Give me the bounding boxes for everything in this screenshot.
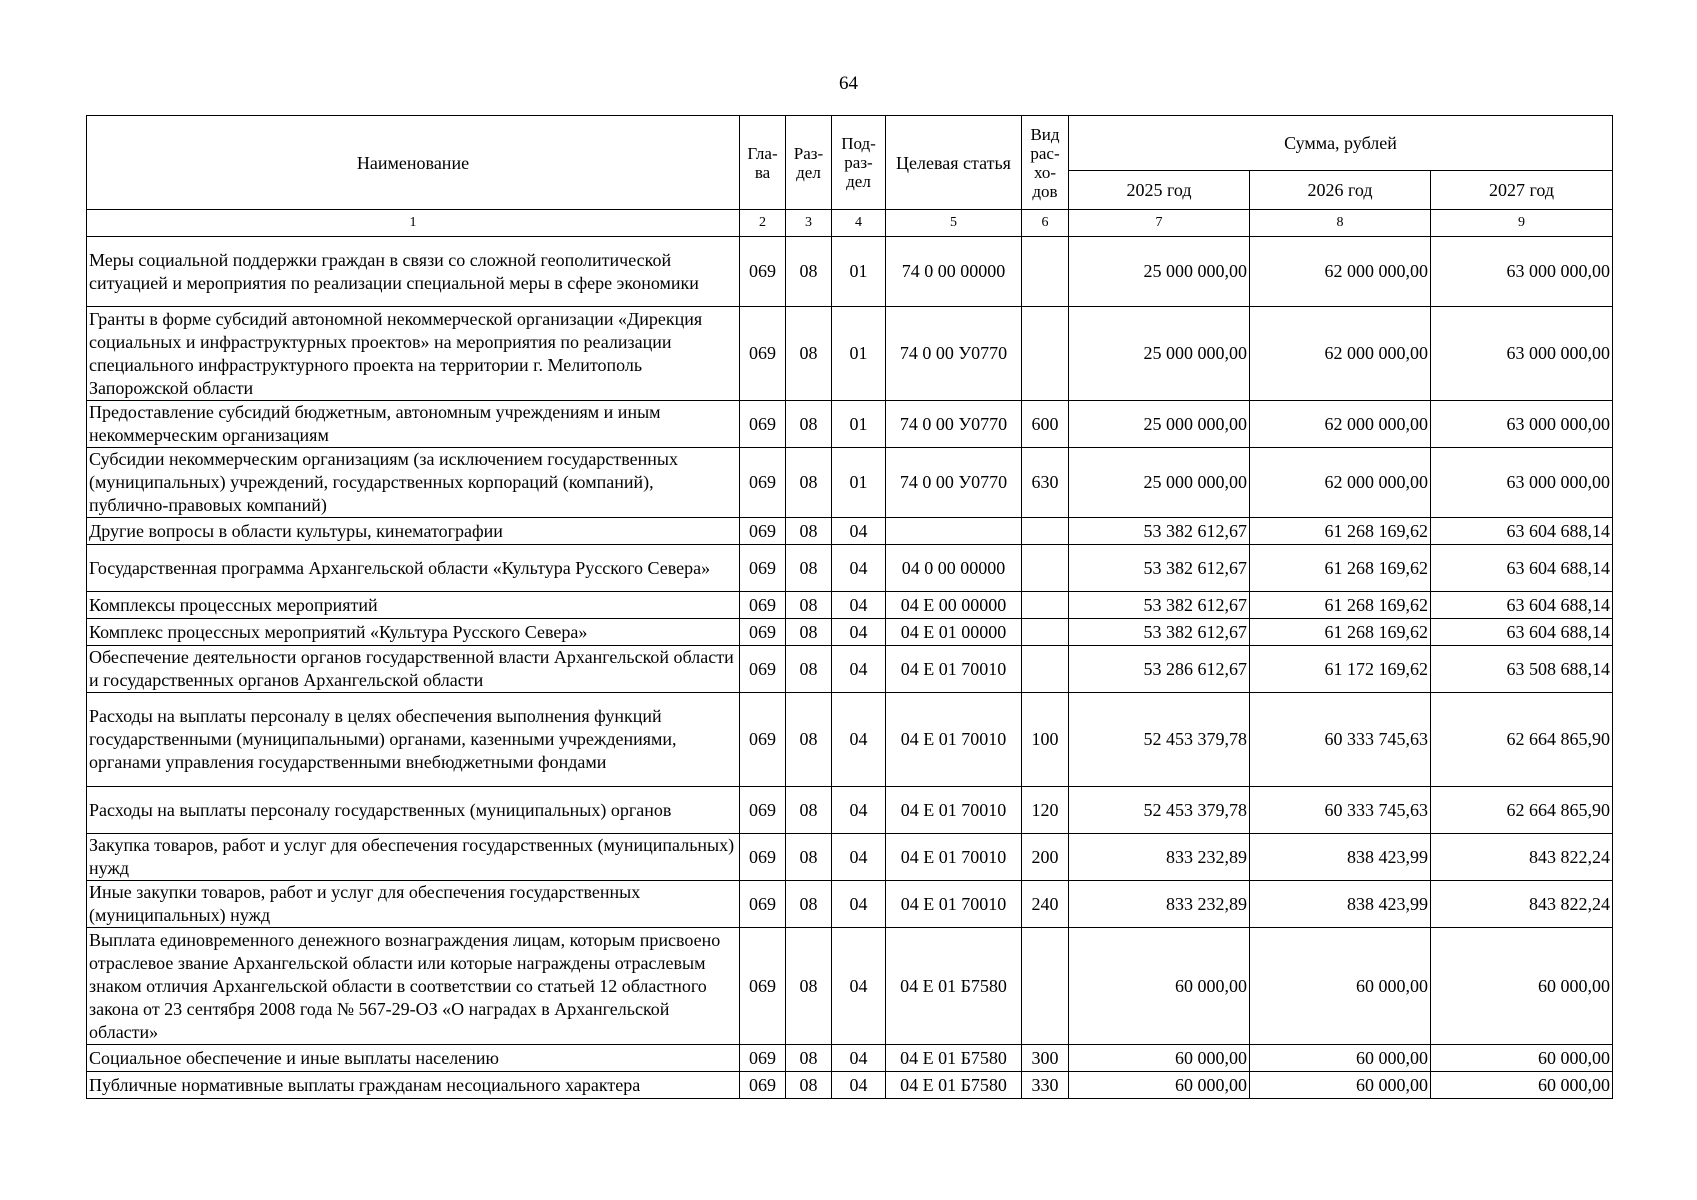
table-row [87,881,1613,928]
row-name: Закупка товаров, работ и услуг для обеспечения государственных (муниципальных) нужд [87,834,740,881]
row-sum-2027: 63 604 688,14 [1431,545,1613,592]
row-razdel: 08 [786,307,832,401]
row-name: Гранты в форме субсидий автономной некоммерческой организации «Дирекция социальных и инфраструктурных проектов» на мероприятия по реализации специального инфраструктурного проекта на территории г. Мелитополь Запорожской области [87,307,740,401]
table-row [87,1072,1613,1099]
col-header-2027: 2027 год [1431,171,1613,210]
row-expense-type [1022,237,1069,307]
row-name: Субсидии некоммерческим организациям (за исключением государственных (муниципальных) учреждений, государственных корпораций (компаний), публично-правовых компаний) [87,448,740,518]
row-podrazdel: 04 [832,646,886,693]
table-row [87,592,1613,619]
row-name: Обеспечение деятельности органов государственной власти Архангельской области и государственных органов Архангельской области [87,646,740,693]
row-razdel: 08 [786,518,832,545]
col-header-glava: Гла-ва [740,116,786,210]
row-razdel: 08 [786,1045,832,1072]
row-sum-2026: 62 000 000,00 [1250,307,1431,401]
col-header-2026: 2026 год [1250,171,1431,210]
row-razdel: 08 [786,1072,832,1099]
table-row [87,448,1613,518]
row-name: Другие вопросы в области культуры, кинематографии [87,518,740,545]
row-glava: 069 [740,401,786,448]
row-target-article: 04 Е 00 00000 [886,592,1022,619]
row-razdel: 08 [786,834,832,881]
row-podrazdel: 01 [832,448,886,518]
row-sum-2027: 60 000,00 [1431,1045,1613,1072]
row-expense-type [1022,307,1069,401]
col-number: 8 [1250,210,1431,237]
row-glava: 069 [740,592,786,619]
row-glava: 069 [740,1045,786,1072]
row-expense-type [1022,518,1069,545]
header-row [87,116,1613,171]
row-sum-2025: 60 000,00 [1069,928,1250,1045]
row-podrazdel: 01 [832,307,886,401]
row-glava: 069 [740,545,786,592]
budget-table [86,115,1613,1099]
row-podrazdel: 04 [832,592,886,619]
row-podrazdel: 04 [832,1072,886,1099]
row-sum-2027: 63 604 688,14 [1431,619,1613,646]
row-glava: 069 [740,693,786,787]
row-glava: 069 [740,928,786,1045]
row-podrazdel: 04 [832,545,886,592]
row-target-article: 74 0 00 У0770 [886,448,1022,518]
table-row [87,928,1613,1045]
row-sum-2027: 843 822,24 [1431,834,1613,881]
col-number: 4 [832,210,886,237]
row-target-article: 04 Е 01 70010 [886,881,1022,928]
table-row [87,237,1613,307]
row-sum-2026: 62 000 000,00 [1250,401,1431,448]
row-sum-2025: 52 453 379,78 [1069,693,1250,787]
row-sum-2027: 60 000,00 [1431,928,1613,1045]
row-sum-2027: 843 822,24 [1431,881,1613,928]
row-sum-2027: 62 664 865,90 [1431,787,1613,834]
row-expense-type [1022,545,1069,592]
row-sum-2025: 52 453 379,78 [1069,787,1250,834]
row-glava: 069 [740,237,786,307]
row-podrazdel: 01 [832,401,886,448]
row-expense-type: 330 [1022,1072,1069,1099]
row-sum-2025: 60 000,00 [1069,1045,1250,1072]
row-razdel: 08 [786,592,832,619]
row-sum-2027: 63 604 688,14 [1431,592,1613,619]
row-target-article: 04 0 00 00000 [886,545,1022,592]
row-sum-2026: 61 268 169,62 [1250,545,1431,592]
row-sum-2027: 63 000 000,00 [1431,307,1613,401]
row-expense-type: 630 [1022,448,1069,518]
row-sum-2026: 61 172 169,62 [1250,646,1431,693]
table-row [87,646,1613,693]
row-sum-2025: 53 382 612,67 [1069,545,1250,592]
row-expense-type: 240 [1022,881,1069,928]
col-number: 3 [786,210,832,237]
row-sum-2025: 60 000,00 [1069,1072,1250,1099]
row-target-article: 04 Е 01 00000 [886,619,1022,646]
row-sum-2026: 61 268 169,62 [1250,518,1431,545]
table-row [87,545,1613,592]
col-number: 9 [1431,210,1613,237]
table-row [87,787,1613,834]
row-name: Расходы на выплаты персоналу в целях обеспечения выполнения функций государственными (муниципальными) органами, казенными учреждениями, органами управления государственными внебюджетными фондами [87,693,740,787]
table-row [87,401,1613,448]
col-header-2025: 2025 год [1069,171,1250,210]
row-sum-2026: 60 333 745,63 [1250,693,1431,787]
row-expense-type [1022,619,1069,646]
row-target-article: 04 Е 01 Б7580 [886,1072,1022,1099]
col-header-razdel: Раз-дел [786,116,832,210]
col-header-name: Наименование [87,116,740,210]
row-glava: 069 [740,1072,786,1099]
row-sum-2025: 833 232,89 [1069,834,1250,881]
row-podrazdel: 04 [832,1045,886,1072]
row-podrazdel: 04 [832,881,886,928]
row-name: Государственная программа Архангельской области «Культура Русского Севера» [87,545,740,592]
row-sum-2027: 63 000 000,00 [1431,448,1613,518]
row-glava: 069 [740,881,786,928]
row-sum-2025: 833 232,89 [1069,881,1250,928]
row-razdel: 08 [786,928,832,1045]
row-sum-2026: 60 000,00 [1250,1045,1431,1072]
table-row [87,834,1613,881]
row-expense-type [1022,646,1069,693]
column-numbers-row [87,210,1613,237]
row-expense-type: 100 [1022,693,1069,787]
row-razdel: 08 [786,545,832,592]
row-sum-2025: 25 000 000,00 [1069,401,1250,448]
row-sum-2027: 63 000 000,00 [1431,401,1613,448]
row-name: Иные закупки товаров, работ и услуг для обеспечения государственных (муниципальных) нужд [87,881,740,928]
row-sum-2026: 61 268 169,62 [1250,619,1431,646]
col-number: 1 [87,210,740,237]
col-number: 2 [740,210,786,237]
col-header-target-article: Целевая статья [886,116,1022,210]
row-sum-2026: 62 000 000,00 [1250,448,1431,518]
row-name: Предоставление субсидий бюджетным, автономным учреждениям и иным некоммерческим организациям [87,401,740,448]
row-expense-type: 300 [1022,1045,1069,1072]
row-sum-2026: 62 000 000,00 [1250,237,1431,307]
row-razdel: 08 [786,787,832,834]
row-name: Публичные нормативные выплаты гражданам несоциального характера [87,1072,740,1099]
row-name: Комплексы процессных мероприятий [87,592,740,619]
row-sum-2027: 63 604 688,14 [1431,518,1613,545]
row-sum-2025: 25 000 000,00 [1069,448,1250,518]
row-podrazdel: 04 [832,518,886,545]
row-sum-2025: 53 382 612,67 [1069,518,1250,545]
col-number: 6 [1022,210,1069,237]
row-target-article [886,518,1022,545]
row-glava: 069 [740,834,786,881]
row-expense-type [1022,592,1069,619]
row-target-article: 04 Е 01 Б7580 [886,1045,1022,1072]
row-sum-2027: 60 000,00 [1431,1072,1613,1099]
row-name: Комплекс процессных мероприятий «Культура Русского Севера» [87,619,740,646]
row-sum-2025: 25 000 000,00 [1069,237,1250,307]
row-sum-2025: 25 000 000,00 [1069,307,1250,401]
row-sum-2026: 60 333 745,63 [1250,787,1431,834]
row-podrazdel: 04 [832,928,886,1045]
table-row [87,693,1613,787]
row-sum-2026: 61 268 169,62 [1250,592,1431,619]
row-glava: 069 [740,619,786,646]
row-sum-2025: 53 382 612,67 [1069,592,1250,619]
col-number: 5 [886,210,1022,237]
row-razdel: 08 [786,237,832,307]
row-expense-type: 200 [1022,834,1069,881]
row-expense-type: 600 [1022,401,1069,448]
row-sum-2027: 62 664 865,90 [1431,693,1613,787]
row-sum-2026: 60 000,00 [1250,928,1431,1045]
page-number: 64 [839,73,858,94]
row-name: Расходы на выплаты персоналу государственных (муниципальных) органов [87,787,740,834]
row-razdel: 08 [786,619,832,646]
row-name: Меры социальной поддержки граждан в связи со сложной геополитической ситуацией и мероприятия по реализации специальной меры в сфере экономики [87,237,740,307]
row-expense-type: 120 [1022,787,1069,834]
col-header-sum: Сумма, рублей [1069,116,1613,171]
row-podrazdel: 04 [832,693,886,787]
table-row [87,1045,1613,1072]
row-name: Социальное обеспечение и иные выплаты населению [87,1045,740,1072]
row-razdel: 08 [786,693,832,787]
table-row [87,307,1613,401]
row-target-article: 04 Е 01 Б7580 [886,928,1022,1045]
row-target-article: 74 0 00 У0770 [886,307,1022,401]
row-razdel: 08 [786,448,832,518]
col-header-expense-type: Вид рас-хо-дов [1022,116,1069,210]
row-sum-2026: 838 423,99 [1250,881,1431,928]
row-target-article: 74 0 00 У0770 [886,401,1022,448]
row-target-article: 04 Е 01 70010 [886,787,1022,834]
table-row [87,518,1613,545]
table-row [87,619,1613,646]
row-sum-2025: 53 382 612,67 [1069,619,1250,646]
row-glava: 069 [740,787,786,834]
row-glava: 069 [740,518,786,545]
col-number: 7 [1069,210,1250,237]
row-sum-2026: 838 423,99 [1250,834,1431,881]
table-body [87,237,1613,1099]
row-podrazdel: 04 [832,787,886,834]
row-target-article: 74 0 00 00000 [886,237,1022,307]
row-sum-2027: 63 000 000,00 [1431,237,1613,307]
row-glava: 069 [740,307,786,401]
row-glava: 069 [740,448,786,518]
row-razdel: 08 [786,401,832,448]
row-target-article: 04 Е 01 70010 [886,646,1022,693]
row-sum-2026: 60 000,00 [1250,1072,1431,1099]
row-glava: 069 [740,646,786,693]
row-razdel: 08 [786,646,832,693]
row-name: Выплата единовременного денежного вознаграждения лицам, которым присвоено отраслевое звание Архангельской области или которые награждены отраслевым знаком отличия Архангельской области в соответствии со статьей 12 областного закона от 23 сентября 2008 года № 567-29-ОЗ «О наградах в Архангельской области» [87,928,740,1045]
row-sum-2025: 53 286 612,67 [1069,646,1250,693]
row-podrazdel: 01 [832,237,886,307]
col-header-podrazdel: Под-раз-дел [832,116,886,210]
row-razdel: 08 [786,881,832,928]
row-target-article: 04 Е 01 70010 [886,834,1022,881]
row-podrazdel: 04 [832,619,886,646]
row-sum-2027: 63 508 688,14 [1431,646,1613,693]
row-expense-type [1022,928,1069,1045]
row-podrazdel: 04 [832,834,886,881]
row-target-article: 04 Е 01 70010 [886,693,1022,787]
